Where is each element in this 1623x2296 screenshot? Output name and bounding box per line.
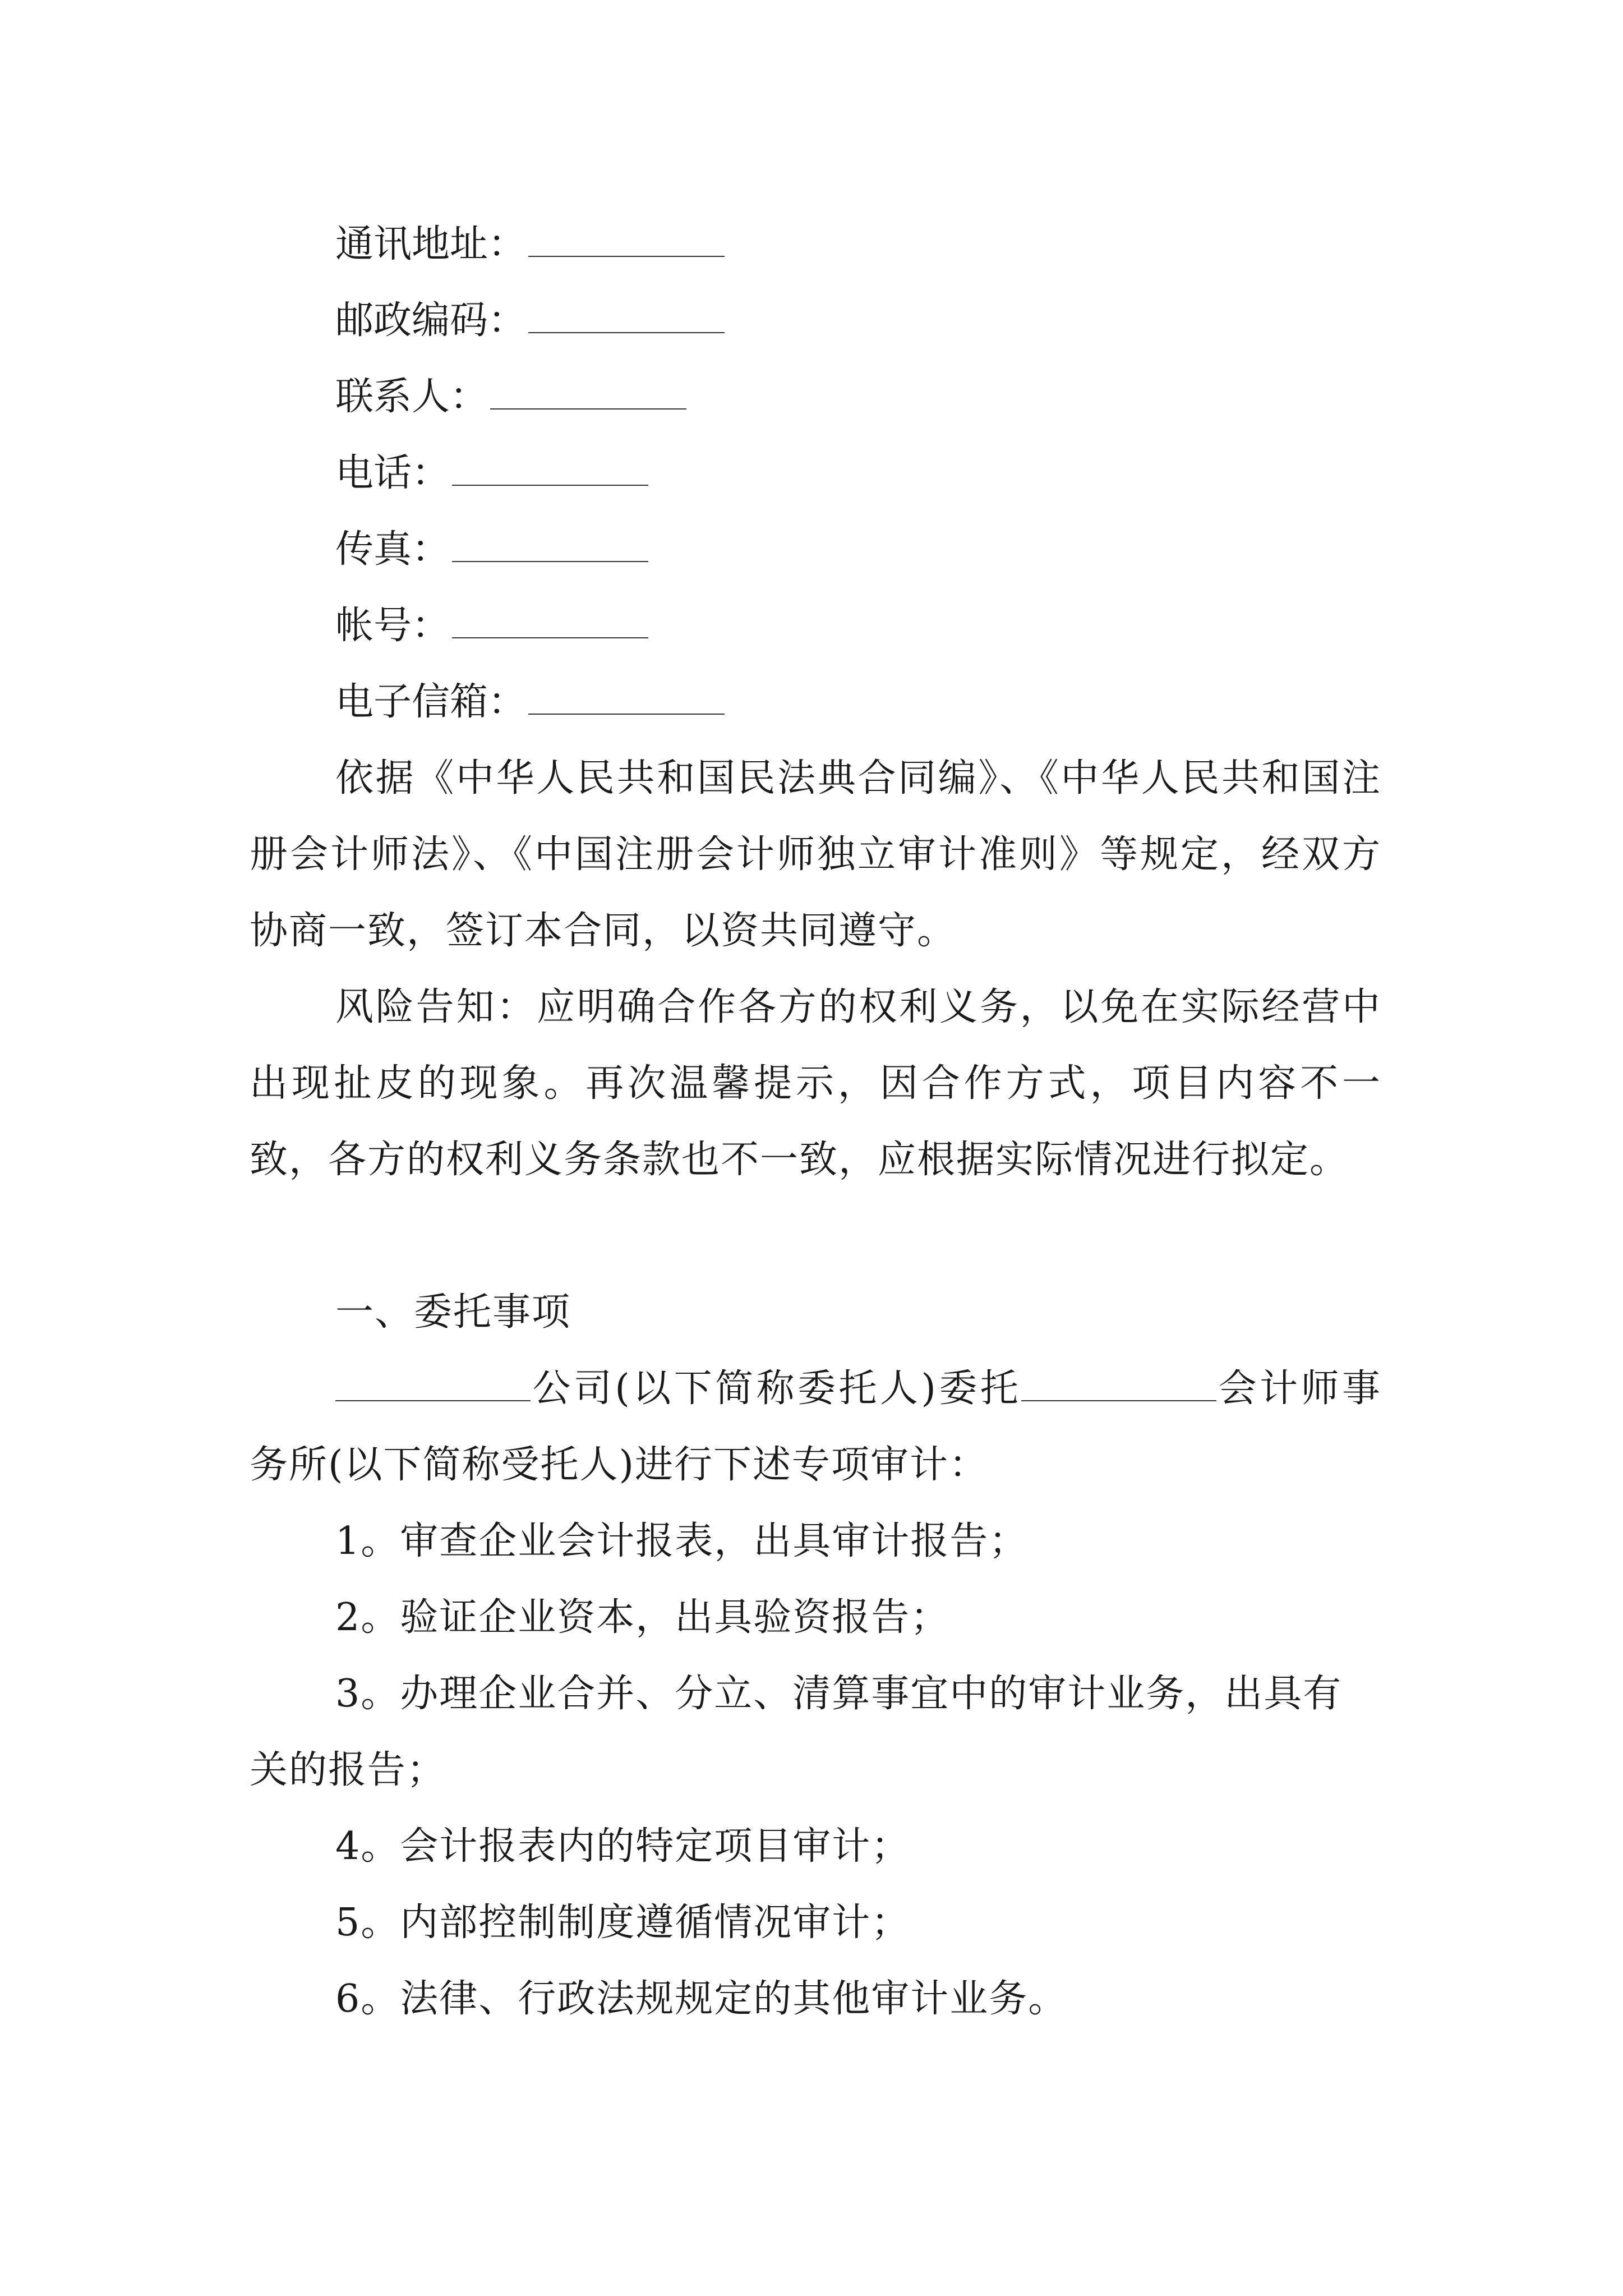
field-email: [335, 664, 725, 740]
basis-paragraph: 依据《中华人民共和国民法典合同编》、《中华人民共和国注册会计师法》、《中国注册会计师独立审计准则》等规定，经双方协商一致，签订本合同，以资共同遵守。: [250, 756, 1381, 953]
section-heading: 一、委托事项: [335, 1290, 571, 1335]
field-label: 通讯地址：: [335, 222, 527, 266]
field-mailing-address: [335, 206, 725, 283]
list-item: 6。法律、行政法规规定的其他审计业务。: [335, 1977, 1068, 2021]
fill-blank: [452, 453, 648, 486]
entrust-text-part1: 公司(以下简称委托人)委托: [531, 1366, 1022, 1411]
field-postal-code: [335, 283, 725, 359]
fill-blank: [528, 301, 725, 333]
field-label: 传真：: [335, 527, 450, 572]
fill-blank: [490, 377, 686, 409]
list-item: 2。验证企业资本，出具验资报告；: [335, 1595, 950, 1640]
list-item: 5。内部控制制度遵循情况审计；: [335, 1901, 911, 1945]
field-phone: [335, 435, 648, 512]
field-label: 帐号：: [335, 604, 450, 648]
field-fax: [335, 512, 648, 588]
field-label: 联系人：: [335, 375, 488, 419]
field-account-number: [335, 588, 648, 664]
field-label: 电话：: [335, 451, 450, 495]
fill-blank: [528, 224, 725, 257]
fill-blank: [452, 606, 648, 638]
field-contact-person: [335, 359, 686, 435]
entrust-paragraph: [250, 1351, 1381, 1503]
list-item: 4。会计报表内的特定项目审计；: [335, 1824, 911, 1869]
field-label: 邮政编码：: [335, 298, 527, 343]
fill-blank: [335, 1369, 531, 1401]
list-item: 1。审查企业会计报表，出具审计报告；: [335, 1519, 1029, 1563]
entrust-text-part2: 会计师事务所(以下简称受托人)进行下述专项审计：: [250, 1366, 1381, 1487]
fill-blank: [1021, 1369, 1216, 1401]
field-label: 电子信箱：: [335, 680, 527, 724]
fill-blank: [452, 530, 648, 562]
fill-blank: [528, 682, 725, 715]
list-item: 3。办理企业合并、分立、清算事宜中的审计业务，出具有关的报告；: [250, 1672, 1343, 1792]
risk-notice-paragraph: 风险告知：应明确合作各方的权利义务，以免在实际经营中出现扯皮的现象。再次温馨提示，因合作方式，项目内容不一致，各方的权利义务条款也不一致，应根据实际情况进行拟定。: [250, 985, 1381, 1182]
